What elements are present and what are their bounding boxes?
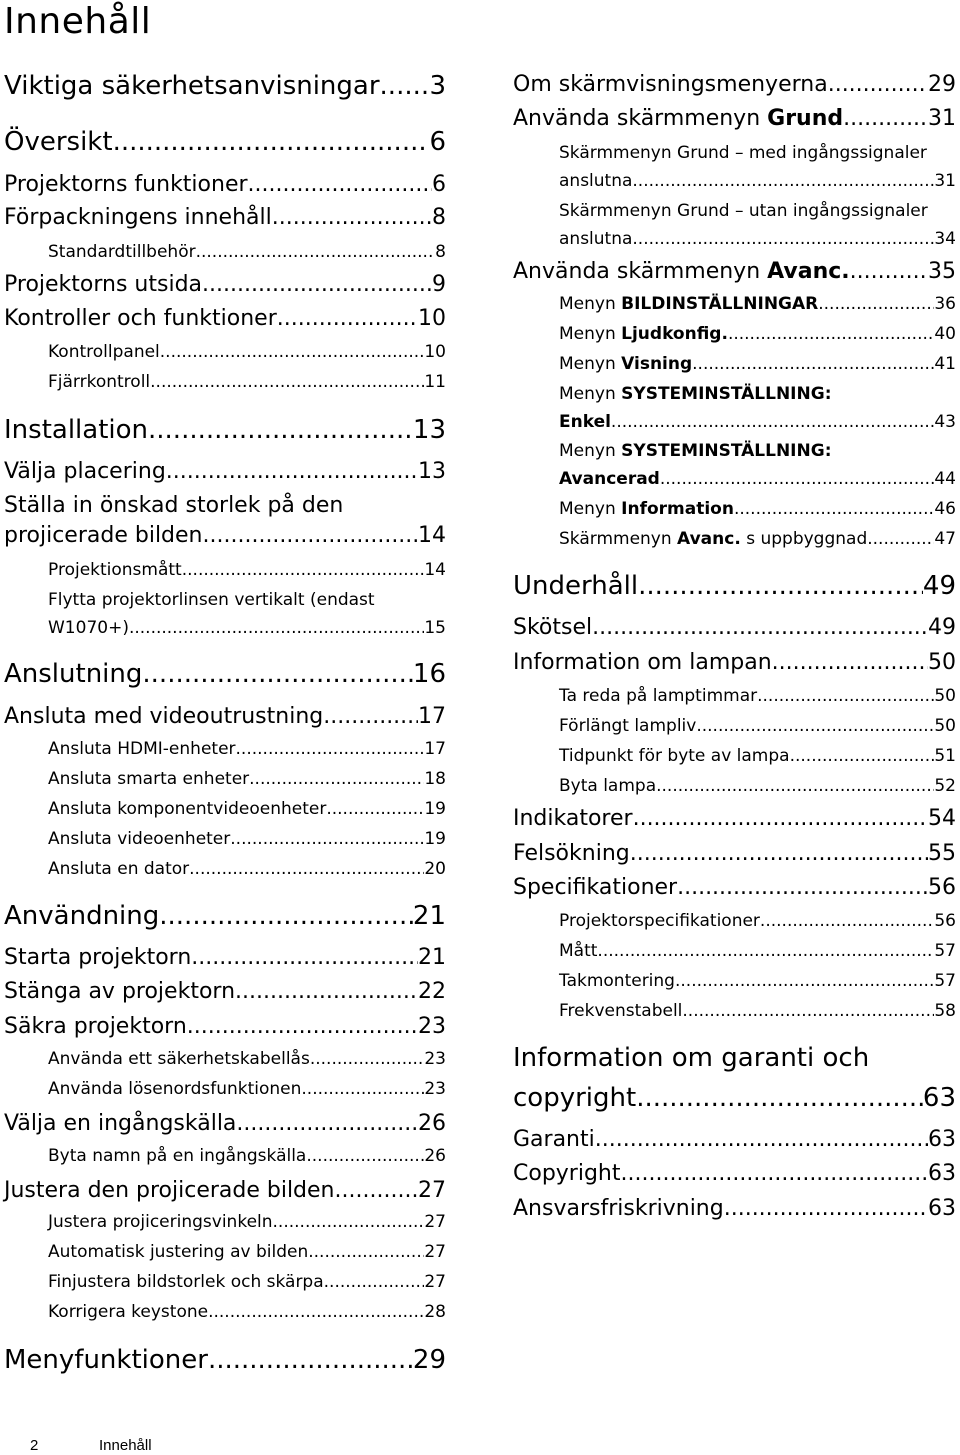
toc-entry-level3[interactable]: Förlängt lampliv ..... 50 [559, 713, 956, 739]
toc-entry-level2[interactable]: Ansluta med videoutrustning ..... 17 [4, 702, 446, 732]
dot-leader [828, 70, 928, 100]
dot-leader [277, 304, 418, 334]
toc-entry-level3[interactable]: Takmontering ..... 57 [559, 968, 956, 994]
toc-entry-level3[interactable]: Menyn Ljudkonfig. ..... 40 [559, 321, 956, 347]
toc-entry-level1[interactable]: Viktiga säkerhetsanvisningar ..... 3 [4, 66, 446, 106]
dot-leader [235, 977, 418, 1007]
toc-entry-level3[interactable]: Korrigera keystone ..... 28 [48, 1299, 446, 1325]
dot-leader [129, 615, 424, 641]
dot-leader [159, 896, 413, 936]
dot-leader [675, 968, 934, 994]
dot-leader [850, 257, 928, 287]
toc-entry-level3[interactable]: Automatisk justering av bilden ..... 27 [48, 1239, 446, 1265]
toc-entry-level3[interactable]: W1070+) ..... 15 [48, 615, 446, 641]
toc-entry-level2[interactable]: Specifikationer ..... 56 [513, 873, 956, 903]
toc-entry-level3[interactable]: Frekvenstabell ..... 58 [559, 998, 956, 1024]
toc-entry-level2[interactable]: Copyright ..... 63 [513, 1159, 956, 1189]
toc-entry-level1[interactable]: Installation ..... 13 [4, 410, 446, 450]
dot-leader [734, 496, 934, 522]
dot-leader [728, 321, 934, 347]
dot-leader [301, 1076, 424, 1102]
toc-entry-level3[interactable]: Ansluta HDMI-enheter ..... 17 [48, 736, 446, 762]
dot-leader [203, 521, 419, 551]
dot-leader [630, 839, 928, 869]
dot-leader [230, 826, 424, 852]
dot-leader [656, 773, 934, 799]
dot-leader [189, 856, 424, 882]
toc-entry-level2[interactable]: Projektorns utsida ..... 9 [4, 270, 446, 300]
dot-leader [660, 466, 935, 492]
dot-leader [335, 1176, 418, 1206]
dot-leader [696, 713, 934, 739]
toc-entry-level2[interactable]: Säkra projektorn ..... 23 [4, 1012, 446, 1042]
dot-leader [757, 683, 934, 709]
dot-leader [249, 766, 424, 792]
dot-leader [818, 291, 934, 317]
toc-entry-level2[interactable]: Projektorns funktioner ..... 6 [4, 170, 446, 200]
dot-leader [208, 1340, 413, 1380]
toc-entry-level3[interactable]: Skärmmenyn Avanc. s uppbyggnad ..... 47 [559, 526, 956, 552]
toc-entry-level2[interactable]: Stänga av projektorn ..... 22 [4, 977, 446, 1007]
toc-entry-level2[interactable]: Välja placering ..... 13 [4, 457, 446, 487]
toc-entry-level2[interactable]: Kontroller och funktioner ..... 10 [4, 304, 446, 334]
dot-leader [843, 104, 928, 134]
dot-leader [790, 743, 935, 769]
toc-entry-level2[interactable]: Använda skärmmenyn Grund ..... 31 [513, 104, 956, 134]
toc-entry-level3[interactable]: Enkel ..... 43 [559, 409, 956, 435]
toc-entry-level3[interactable]: Menyn Information ..... 46 [559, 496, 956, 522]
toc-entry-level3[interactable]: Ansluta videoenheter ..... 19 [48, 826, 446, 852]
dot-leader [208, 1299, 424, 1325]
dot-leader [621, 1159, 929, 1189]
toc-entry-level3[interactable]: Menyn BILDINSTÄLLNINGAR ..... 36 [559, 291, 956, 317]
dot-leader [632, 168, 934, 194]
dot-leader [323, 702, 418, 732]
dot-leader [632, 226, 934, 252]
toc-entry-level2[interactable]: Skötsel ..... 49 [513, 613, 956, 643]
toc-entry-level2[interactable]: Välja en ingångskälla ..... 26 [4, 1109, 446, 1139]
dot-leader [166, 457, 418, 487]
dot-leader [867, 526, 934, 552]
toc-entry-level3[interactable]: Mått ..... 57 [559, 938, 956, 964]
toc-entry-level3[interactable]: Avancerad ..... 44 [559, 466, 956, 492]
toc-entry-level2[interactable]: Felsökning ..... 55 [513, 839, 956, 869]
dot-leader [636, 1078, 923, 1118]
dot-leader [187, 1012, 418, 1042]
toc-entry-level3[interactable]: Projektionsmått ..... 14 [48, 557, 446, 583]
toc-entry-level3[interactable]: Använda lösenordsfunktionen ..... 23 [48, 1076, 446, 1102]
dot-leader [272, 203, 432, 233]
toc-entry-level3[interactable]: Byta namn på en ingångskälla ..... 26 [48, 1143, 446, 1169]
dot-leader [677, 873, 928, 903]
toc-entry-level2[interactable]: Justera den projicerade bilden ..... 27 [4, 1176, 446, 1206]
toc-entry-level2[interactable]: Information om lampan ..... 50 [513, 648, 956, 678]
toc-entry-level2[interactable]: Indikatorer ..... 54 [513, 804, 956, 834]
toc-entry-level3[interactable]: Menyn Visning ..... 41 [559, 351, 956, 377]
dot-leader [306, 1143, 424, 1169]
toc-entry-level3[interactable]: Byta lampa ..... 52 [559, 773, 956, 799]
toc-entry-level2[interactable]: Ansvarsfriskrivning ..... 63 [513, 1194, 956, 1224]
toc-entry-level3[interactable]: anslutna ..... 34 [559, 226, 956, 252]
dot-leader [248, 170, 432, 200]
dot-leader [273, 1209, 425, 1235]
dot-leader [196, 239, 436, 265]
dot-leader [202, 270, 432, 300]
toc-entry-continued-line: Skärmmenyn Grund – utan ingångssignaler [559, 201, 928, 221]
toc-entry-level1[interactable]: Underhåll ..... 49 [513, 566, 956, 606]
dot-leader [142, 654, 413, 694]
dot-leader [595, 1125, 928, 1155]
toc-entry-continued-line: Skärmmenyn Grund – med ingångssignaler [559, 143, 927, 163]
dot-leader [326, 796, 424, 822]
dot-leader [724, 1194, 928, 1224]
dot-leader [236, 1109, 418, 1139]
toc-entry-level3[interactable]: Kontrollpanel ..... 10 [48, 339, 446, 365]
toc-entry-level2[interactable]: Garanti ..... 63 [513, 1125, 956, 1155]
dot-leader [310, 1046, 425, 1072]
toc-entry-continued-line: Menyn SYSTEMINSTÄLLNING: [559, 384, 832, 404]
dot-leader [191, 943, 418, 973]
page-title: Innehåll [4, 1, 152, 42]
toc-entry-level2[interactable]: projicerade bilden ..... 14 [4, 521, 446, 551]
dot-leader [324, 1269, 425, 1295]
dot-leader [113, 122, 430, 162]
dot-leader [682, 998, 934, 1024]
toc-entry-level2[interactable]: Förpackningens innehåll ..... 8 [4, 203, 446, 233]
toc-entry-level3[interactable]: Ta reda på lamptimmar ..... 50 [559, 683, 956, 709]
toc-entry-level1[interactable]: copyright ..... 63 [513, 1078, 956, 1118]
dot-leader [160, 339, 425, 365]
toc-entry-level1[interactable]: Användning ..... 21 [4, 896, 446, 936]
toc-entry-level3[interactable]: Ansluta komponentvideoenheter ..... 19 [48, 796, 446, 822]
dot-leader [380, 66, 430, 106]
toc-entry-level3[interactable]: Finjustera bildstorlek och skärpa ..... 27 [48, 1269, 446, 1295]
toc-entry-level3[interactable]: Ansluta en dator ..... 20 [48, 856, 446, 882]
toc-entry-level3[interactable]: Fjärrkontroll ..... 11 [48, 369, 446, 395]
dot-leader [638, 566, 923, 606]
dot-leader [633, 804, 928, 834]
toc-entry-level2[interactable]: Starta projektorn ..... 21 [4, 943, 446, 973]
toc-entry-level1[interactable]: Anslutning ..... 16 [4, 654, 446, 694]
toc-entry-level3[interactable]: Tidpunkt för byte av lampa ..... 51 [559, 743, 956, 769]
dot-leader [148, 410, 413, 450]
footer-section-name: Innehåll [99, 1437, 152, 1454]
dot-leader [236, 736, 425, 762]
dot-leader [772, 648, 928, 678]
toc-entry-level2[interactable]: Om skärmvisningsmenyerna ..... 29 [513, 70, 956, 100]
dot-leader [592, 613, 928, 643]
footer-page-number: 2 [30, 1437, 39, 1454]
dot-leader [597, 938, 934, 964]
dot-leader [182, 557, 425, 583]
toc-entry-level3[interactable]: anslutna ..... 31 [559, 168, 956, 194]
toc-entry-level1[interactable]: Menyfunktioner ..... 29 [4, 1340, 446, 1380]
dot-leader [692, 351, 934, 377]
toc-entry-continued-line: Flytta projektorlinsen vertikalt (endast [48, 590, 375, 610]
toc-entry-level3[interactable]: Standardtillbehör ..... 8 [48, 239, 446, 265]
toc-entry-level2[interactable]: Använda skärmmenyn Avanc. ..... 35 [513, 257, 956, 287]
toc-entry-level3[interactable]: Använda ett säkerhetskabellås ..... 23 [48, 1046, 446, 1072]
dot-leader [308, 1239, 424, 1265]
dot-leader [611, 409, 934, 435]
toc-entry-level1[interactable]: Översikt ..... 6 [4, 122, 446, 162]
dot-leader [760, 908, 934, 934]
toc-entry-level3[interactable]: Justera projiceringsvinkeln ..... 27 [48, 1209, 446, 1235]
dot-leader [150, 369, 424, 395]
toc-entry-level3[interactable]: Ansluta smarta enheter ..... 18 [48, 766, 446, 792]
toc-entry-continued-line: Ställa in önskad storlek på den [4, 493, 344, 518]
toc-entry-continued-line: Information om garanti och [513, 1043, 870, 1073]
toc-entry-level3[interactable]: Projektorspecifikationer ..... 56 [559, 908, 956, 934]
toc-entry-continued-line: Menyn SYSTEMINSTÄLLNING: [559, 441, 832, 461]
